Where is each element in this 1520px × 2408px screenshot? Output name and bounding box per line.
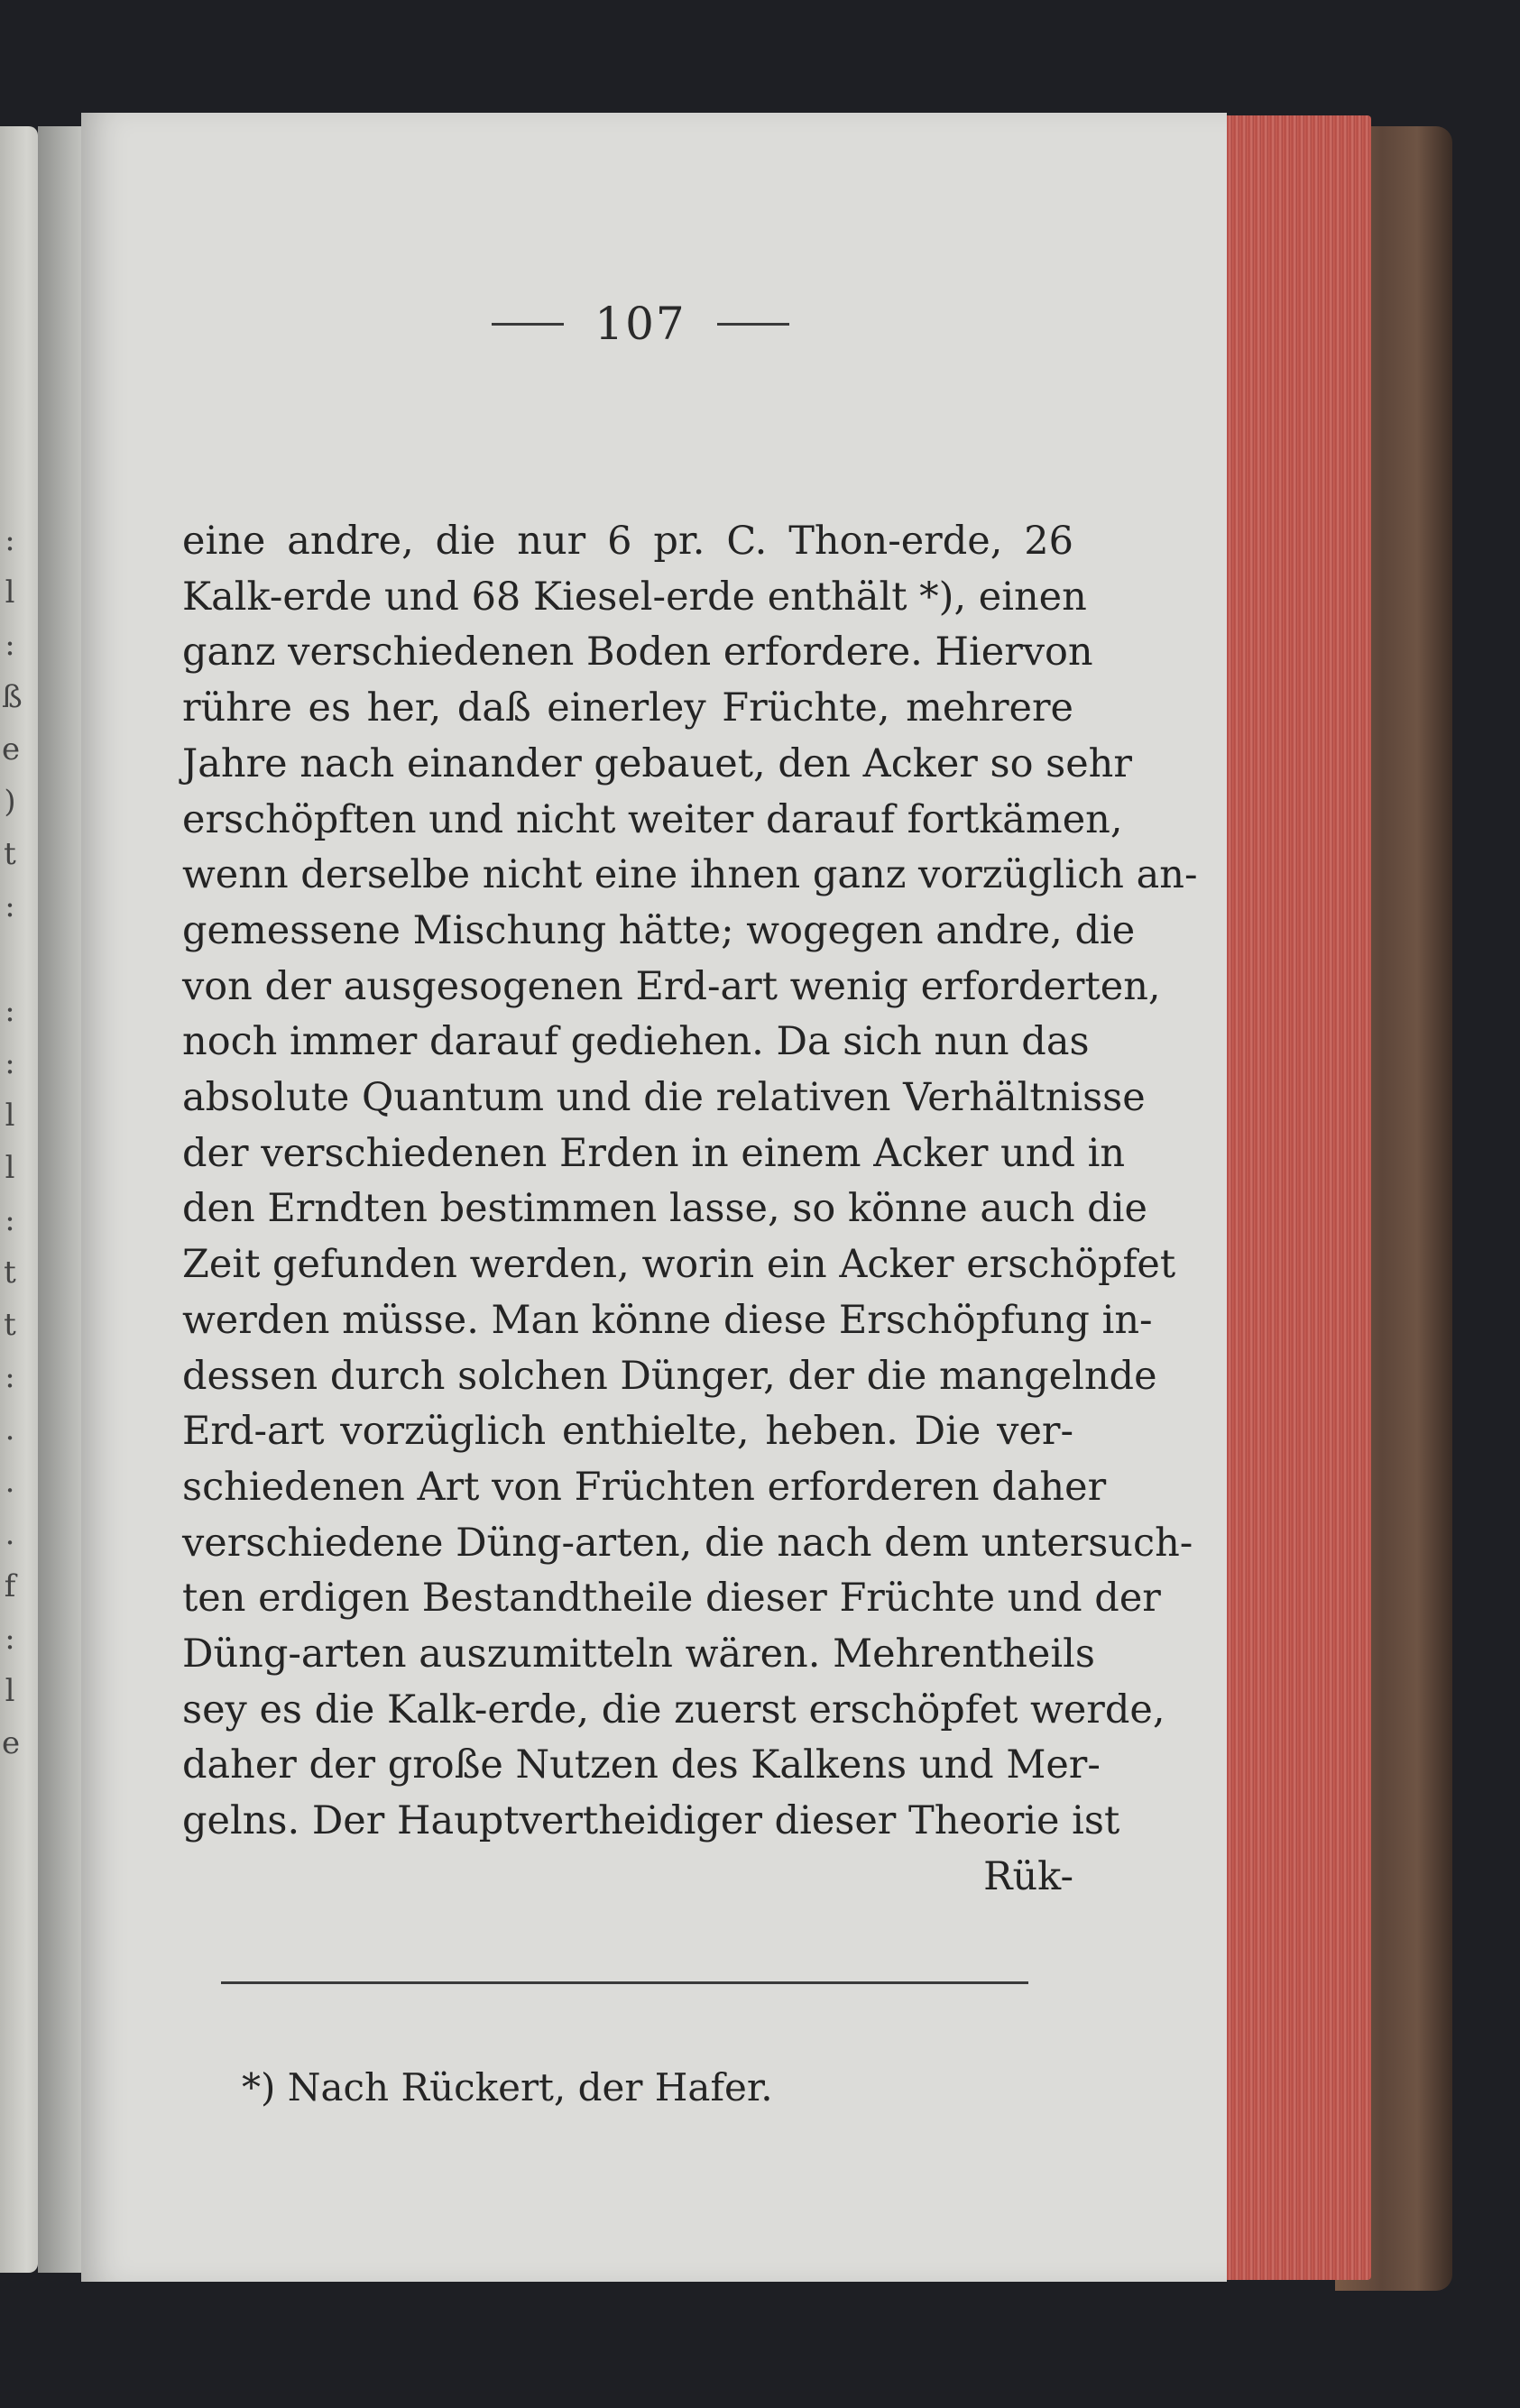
text-line: verschiedene Düng-arten, die nach dem untersuch- bbox=[182, 1520, 1193, 1566]
left-page-fragment: : bbox=[5, 627, 15, 663]
left-page-fragment bbox=[2, 933, 18, 985]
left-page-fragment: . bbox=[5, 1411, 15, 1448]
text-line: gemessene Mischung hätte; wogegen andre, die bbox=[182, 907, 1136, 953]
left-page-fragment: : bbox=[5, 993, 15, 1029]
page-number: 107 bbox=[594, 298, 686, 350]
footnote: *) Nach Rückert, der Hafer. bbox=[242, 2065, 773, 2109]
text-line: schiedenen Art von Früchten erforderen daher bbox=[182, 1464, 1107, 1510]
text-line: Rük- bbox=[983, 1853, 1073, 1899]
left-page-fragment: t bbox=[4, 1307, 16, 1343]
footnote-rule bbox=[221, 1981, 1028, 1984]
left-page-fragment: l bbox=[5, 1150, 15, 1186]
left-page-letter-fragments bbox=[2, 514, 23, 1769]
left-page-fragment: . bbox=[5, 1516, 15, 1552]
text-line: ganz verschiedenen Boden erfordere. Hiervon bbox=[182, 630, 1093, 676]
text-line: eine andre, die nur 6 pr. C. Thon-erde, 26 bbox=[182, 519, 1073, 564]
left-page-fragment: l bbox=[5, 1098, 15, 1134]
left-page-fragment: l bbox=[5, 574, 15, 611]
book-gutter bbox=[38, 126, 83, 2273]
left-page-fragment: : bbox=[5, 1045, 15, 1081]
text-line: erschöpften und nicht weiter darauf fortkämen, bbox=[182, 796, 1123, 842]
text-line: ten erdigen Bestandtheile dieser Früchte und der bbox=[182, 1576, 1161, 1622]
left-page-fragment: : bbox=[5, 522, 15, 558]
left-page-fragment: : bbox=[5, 1359, 15, 1395]
text-line: daher der große Nutzen des Kalkens und Mer- bbox=[182, 1742, 1101, 1788]
left-page-fragment: f bbox=[4, 1568, 16, 1604]
left-page-fragment: : bbox=[5, 888, 15, 924]
text-line: Zeit gefunden werden, worin ein Acker erschöpfet bbox=[182, 1242, 1176, 1288]
text-line: von der ausgesogenen Erd-art wenig erforderten, bbox=[182, 963, 1161, 1009]
book-page bbox=[81, 113, 1227, 2282]
left-page-fragment: e bbox=[2, 731, 21, 767]
left-page-edge bbox=[0, 126, 38, 2273]
left-page-fragment: ß bbox=[2, 679, 23, 715]
left-page-fragment: t bbox=[4, 1255, 16, 1291]
text-line: werden müsse. Man könne diese Erschöpfung in- bbox=[182, 1297, 1153, 1343]
text-line: Erd-art vorzüglich enthielte, heben. Die ver- bbox=[182, 1409, 1073, 1455]
text-line: den Erndten bestimmen lasse, so könne auch die bbox=[182, 1186, 1147, 1232]
left-page-fragment: t bbox=[4, 836, 16, 872]
text-line: noch immer darauf gediehen. Da sich nun das bbox=[182, 1019, 1090, 1065]
text-line: absolute Quantum und die relativen Verhältnisse bbox=[182, 1075, 1146, 1121]
left-page-fragment: : bbox=[5, 1621, 15, 1657]
text-line: sey es die Kalk-erde, die zuerst erschöpfet werde, bbox=[182, 1687, 1165, 1732]
text-line: wenn derselbe nicht eine ihnen ganz vorzüglich an- bbox=[182, 852, 1198, 898]
text-line: rühre es her, daß einerley Früchte, mehrere bbox=[182, 685, 1073, 731]
text-line: Düng-arten auszumitteln wären. Mehrentheils bbox=[182, 1631, 1095, 1677]
red-page-edges bbox=[1225, 115, 1371, 2280]
page-body-text bbox=[182, 514, 1198, 1906]
header-dash-left bbox=[492, 323, 564, 326]
page-header bbox=[469, 298, 812, 350]
text-line: Jahre nach einander gebauet, den Acker so sehr bbox=[182, 740, 1132, 786]
left-page-fragment: e bbox=[2, 1725, 21, 1761]
text-line: gelns. Der Hauptvertheidiger dieser Theorie ist bbox=[182, 1798, 1120, 1844]
text-line: dessen durch solchen Dünger, der die mangelnde bbox=[182, 1353, 1157, 1399]
left-page-fragment: ) bbox=[4, 784, 16, 820]
left-page-fragment: : bbox=[5, 1202, 15, 1238]
left-page-fragment: l bbox=[5, 1673, 15, 1709]
header-dash-right bbox=[717, 323, 789, 326]
text-line: der verschiedenen Erden in einem Acker und in bbox=[182, 1130, 1126, 1176]
text-line: Kalk-erde und 68 Kiesel-erde enthält *), einen bbox=[182, 574, 1087, 620]
left-page-fragment: . bbox=[5, 1464, 15, 1500]
